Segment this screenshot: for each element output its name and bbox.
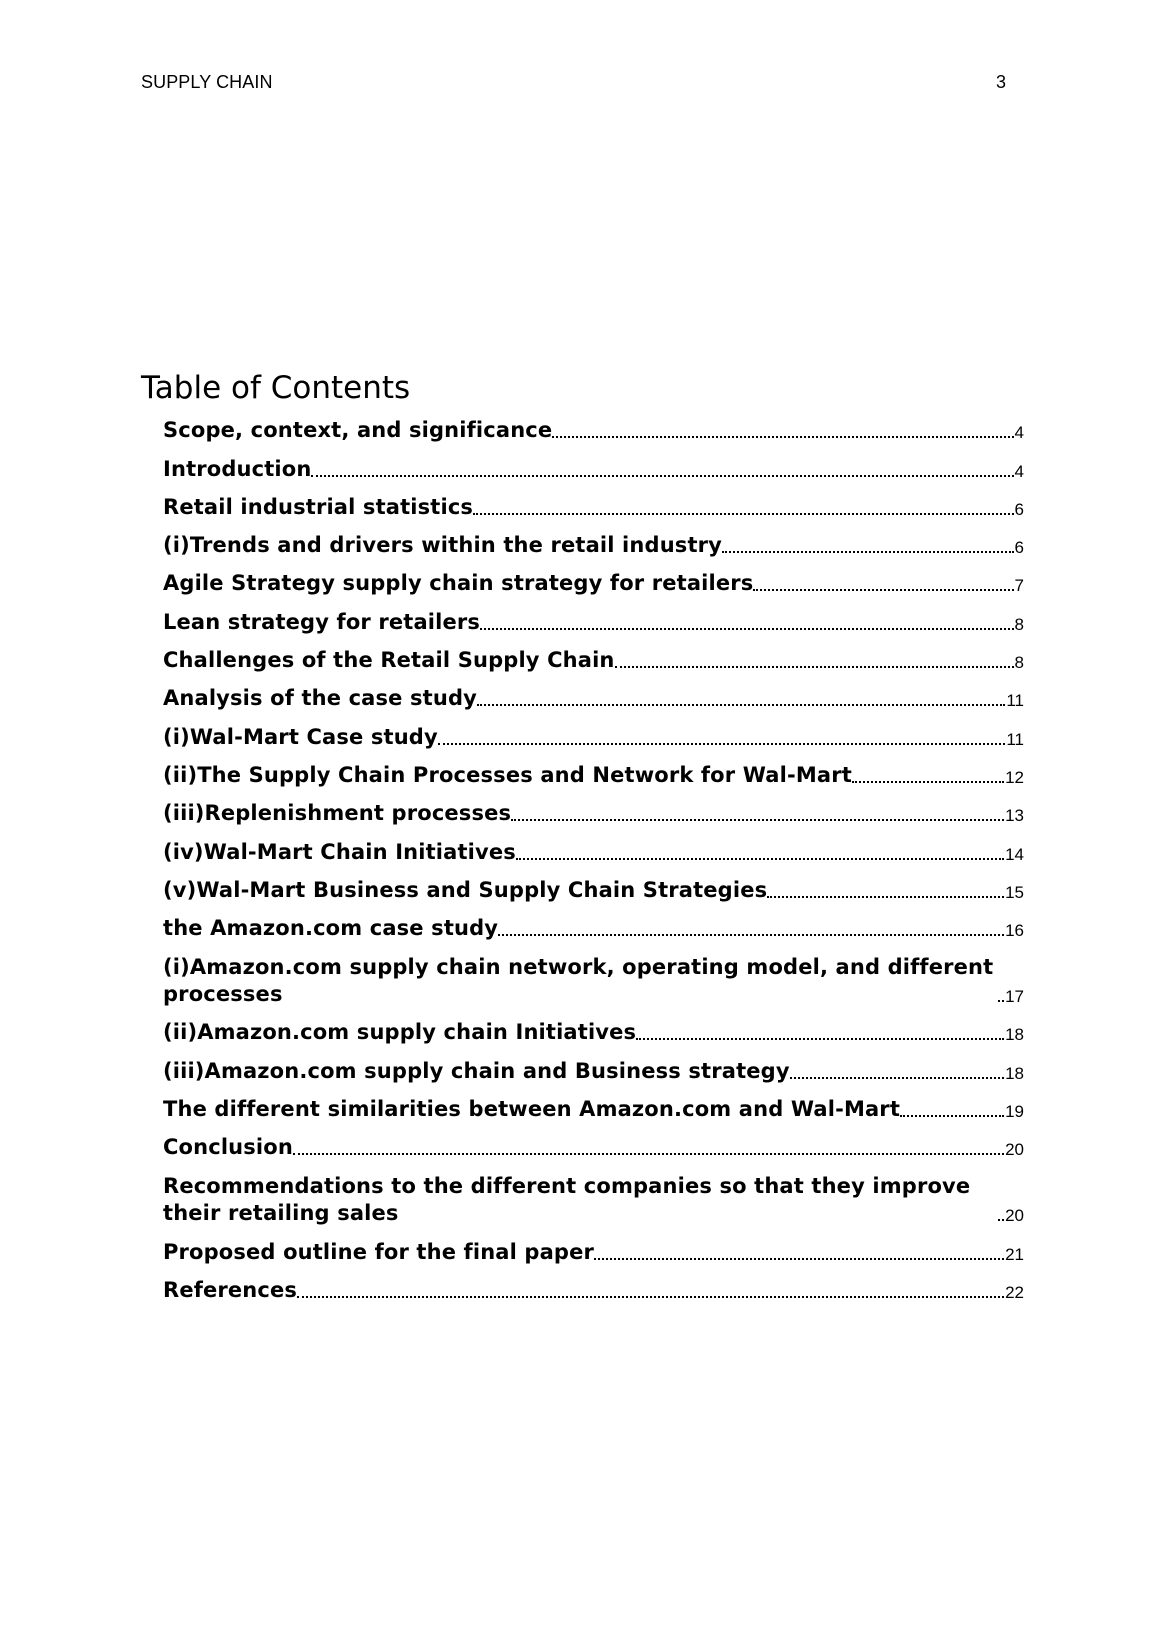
toc-entry-title[interactable]: The different similarities between Amazon.com and Wal-Mart [163,1097,901,1122]
toc-entry-page: 8 [1014,653,1024,673]
dot-leader [594,1258,1004,1260]
dot-leader [293,1153,1004,1155]
dot-leader [998,1000,1004,1002]
dot-leader [722,551,1014,553]
toc-entry[interactable] [163,834,1024,872]
toc-entry-title[interactable]: (iii)Amazon.com supply chain and Business strategy [163,1058,790,1083]
toc-entry[interactable] [163,1092,1024,1130]
toc-entry-page: 20 [1005,1206,1024,1226]
toc-entry-title[interactable]: Conclusion [163,1135,293,1160]
toc-entry-title[interactable]: Challenges of the Retail Supply Chain [163,648,615,673]
toc-entry[interactable] [163,413,1024,451]
dot-leader [516,858,1004,860]
toc-entry-title[interactable]: (i)Wal-Mart Case study [163,724,438,749]
toc-entry-page: 6 [1014,499,1024,519]
running-head: SUPPLY CHAIN [141,72,273,92]
toc-entry[interactable] [163,566,1024,604]
dot-leader [790,1077,1004,1079]
toc-entry-page: 6 [1014,538,1024,558]
toc-entry-title[interactable]: Introduction [163,456,312,481]
toc-entry-page: 11 [1006,691,1024,711]
toc-entry-page: 7 [1014,576,1024,596]
dot-leader [473,513,1013,515]
toc-entry[interactable] [163,719,1024,757]
toc-entry-page: 19 [1005,1102,1024,1122]
dot-leader [753,589,1013,591]
dot-leader [615,666,1014,668]
toc-entry-page: 22 [1005,1282,1024,1302]
toc-entry[interactable] [163,681,1024,719]
dot-leader [998,1219,1004,1221]
dot-leader [511,819,1004,821]
toc-entry[interactable] [163,643,1024,681]
toc-entry[interactable] [163,451,1024,489]
dot-leader [636,1038,1004,1040]
toc-entry-page: 4 [1014,461,1024,481]
toc-entry[interactable] [163,528,1024,566]
toc-entry-title[interactable]: (ii)Amazon.com supply chain Initiatives [163,1020,637,1045]
dot-leader [552,436,1013,438]
toc-entry[interactable] [163,796,1024,834]
toc-entry-page: 4 [1014,423,1024,443]
toc-entry-title[interactable]: Analysis of the case study [163,686,477,711]
toc-entry[interactable] [163,604,1024,642]
toc-entry-title[interactable]: Scope, context, and significance [163,418,553,443]
toc-entry-title[interactable]: (i)Amazon.com supply chain network, operating model, and different processes [163,955,994,1007]
toc-entry-title[interactable]: (i)Trends and drivers within the retail industry [163,533,722,558]
toc-entry[interactable] [163,1130,1024,1168]
toc-entry-page: 21 [1005,1244,1024,1264]
toc-entry-title[interactable]: (ii)The Supply Chain Processes and Network for Wal-Mart [163,762,852,787]
toc-entry-page: 17 [1005,987,1024,1007]
toc-entry[interactable] [163,911,1024,949]
dot-leader [480,628,1014,630]
toc-entry-title[interactable]: Proposed outline for the final paper [163,1239,595,1264]
toc-entry-title[interactable]: Recommendations to the different companies so that they improve their retailing sales [163,1174,971,1226]
toc-entry[interactable] [163,1053,1024,1091]
toc-entry[interactable] [163,490,1024,528]
dot-leader [438,743,1006,745]
toc-entry-title[interactable]: Lean strategy for retailers [163,609,481,634]
toc-entry[interactable] [163,1273,1024,1311]
toc-entry-title[interactable]: Agile Strategy supply chain strategy for retailers [163,571,754,596]
dot-leader [767,896,1004,898]
toc-entry-title[interactable]: (iii)Replenishment processes [163,801,512,826]
dot-leader [297,1296,1004,1298]
toc-entry-page: 18 [1005,1063,1024,1083]
dot-leader [852,781,1004,783]
toc-entry[interactable] [163,873,1024,911]
toc-entry-title[interactable]: the Amazon.com case study [163,916,499,941]
toc-entry-title[interactable]: Retail industrial statistics [163,494,474,519]
toc-entry-page: 20 [1005,1140,1024,1160]
toc-entry-page: 14 [1005,844,1024,864]
toc-entry-title[interactable]: (iv)Wal-Mart Chain Initiatives [163,839,516,864]
dot-leader [311,475,1013,477]
toc-entry-page: 11 [1006,729,1024,749]
toc-entry[interactable] [163,758,1024,796]
toc-entry-page: 15 [1005,882,1024,902]
dot-leader [498,934,1004,936]
toc-title: Table of Contents [141,370,411,406]
table-of-contents [163,413,1024,1311]
toc-entry-page: 8 [1014,614,1024,634]
toc-entry[interactable] [163,1015,1024,1053]
toc-entry-title[interactable]: References [163,1277,298,1302]
toc-entry-page: 12 [1005,767,1024,787]
dot-leader [477,704,1005,706]
dot-leader [900,1115,1004,1117]
toc-entry-page: 18 [1005,1025,1024,1045]
toc-entry[interactable] [163,949,1024,1015]
toc-entry[interactable] [163,1168,1024,1234]
toc-entry[interactable] [163,1234,1024,1272]
toc-entry-page: 16 [1005,921,1024,941]
toc-entry-title[interactable]: (v)Wal-Mart Business and Supply Chain Strategies [163,877,768,902]
toc-entry-page: 13 [1005,806,1024,826]
page-number: 3 [996,72,1007,92]
